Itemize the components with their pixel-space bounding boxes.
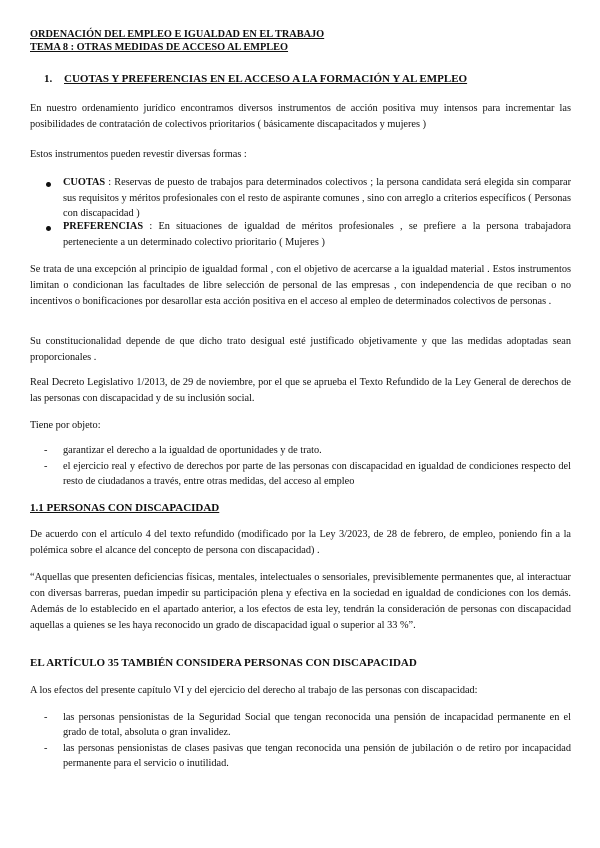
paragraph-intro: En nuestro ordenamiento jurídico encontramos diversos instrumentos de acción positiva muy intensos para incrementar las posibilidades de contratación de colectivos prioritarios ( básicamente discapacitados y mujeres )	[30, 103, 571, 130]
bullet-preferencias	[63, 219, 571, 250]
bullet-cuotas	[63, 175, 571, 222]
bullet-term: CUOTAS	[63, 177, 106, 188]
bullet-text: : En situaciones de igualdad de méritos profesionales , se prefiere a la persona trabajadora perteneciente a un determinado colectivo prioritario ( Mujeres )	[63, 221, 571, 248]
paragraph-quote: “Aquellas que presenten deficiencias físicas, mentales, intelectuales o sensoriales, previsiblemente permanentes que, al interactuar con diversas barreras, puedan impedir su participación plena y efectiva en la sociedad en igualdad de condiciones con los demás. Además de lo establecido en el apartado anterior, a los efectos de esta ley, tendrán la consideración de personas con discapacidad aquellas a quienes se les haya reconocido un grado de discapacidad igual o superior al 33 %”.	[30, 572, 571, 631]
bullet-text: : Reservas de puesto de trabajos para determinados colectivos ; la persona candidata será elegida sin comparar sus requisitos y méritos profesionales con el resto de aspirante comunes , sino con arreglo a criterios específicos ( Personas con discapacidad )	[63, 177, 571, 219]
section-heading: CUOTAS Y PREFERENCIAS EN EL ACCESO A LA FORMACIÓN Y AL EMPLEO	[64, 73, 468, 85]
section-number: 1.	[44, 73, 53, 85]
paragraph-constitutionality: Su constitucionalidad depende de que dicho trato desigual esté justificado objetivamente y que las medidas adoptadas sean proporcionales .	[30, 336, 571, 363]
paragraph-objeto: Tiene por objeto:	[30, 420, 101, 431]
paragraph-article4: De acuerdo con el artículo 4 del texto refundido (modificado por la Ley 3/2023, de 28 de febrero, de empleo, poniendo fin a la polémica sobre el alcance del concepto de persona con discapacidad) .	[30, 529, 571, 556]
article35-item: las personas pensionistas de clases pasivas que tengan reconocida una pensión de jubilación o de retiro por incapacidad permanente para el servicio o inutilidad.	[63, 743, 571, 769]
topic-title: TEMA 8 : OTRAS MEDIDAS DE ACCESO AL EMPLEO	[30, 42, 289, 53]
article35-heading: EL ARTÍCULO 35 TAMBIÉN CONSIDERA PERSONAS CON DISCAPACIDAD	[30, 657, 417, 669]
dash-marker: -	[44, 461, 48, 472]
subsection-heading: 1.1 PERSONAS CON DISCAPACIDAD	[30, 502, 220, 514]
objeto-item: garantizar el derecho a la igualdad de oportunidades y de trato.	[63, 445, 322, 456]
paragraph-decree: Real Decreto Legislativo 1/2013, de 29 de noviembre, por el que se aprueba el Texto Refundido de la Ley General de derechos de las personas con discapacidad y de su inclusión social.	[30, 377, 571, 404]
dash-marker: -	[44, 445, 48, 456]
article35-item: las personas pensionistas de la Seguridad Social que tengan reconocida una pensión de incapacidad permanente en el grado de total, absoluta o gran invalidez.	[63, 712, 571, 738]
dash-marker: -	[44, 743, 48, 754]
dash-marker: -	[44, 712, 48, 723]
bullet-icon	[46, 182, 51, 187]
paragraph-forms: Estos instrumentos pueden revestir diversas formas :	[30, 149, 247, 160]
bullet-icon	[46, 226, 51, 231]
bullet-term: PREFERENCIAS	[63, 221, 144, 232]
document-title: ORDENACIÓN DEL EMPLEO E IGUALDAD EN EL TRABAJO	[30, 29, 325, 40]
objeto-item: el ejercicio real y efectivo de derechos por parte de las personas con discapacidad en igualdad de condiciones respecto del resto de ciudadanos a través, entre otras medidas, del acceso al empleo	[63, 461, 571, 487]
paragraph-exception: Se trata de una excepción al principio de igualdad formal , con el objetivo de acercarse a la igualdad material . Estos instrumentos limitan o condicionan las facultades de libre selección de personal de las empresas , con independencia de que reciban o no incentivos o bonificaciones por desarollar esta acción positiva en el acceso al empleo de determinados colectivos de personas .	[30, 264, 571, 307]
paragraph-article35-intro: A los efectos del presente capítulo VI y del ejercicio del derecho al trabajo de las personas con discapacidad:	[30, 685, 478, 696]
